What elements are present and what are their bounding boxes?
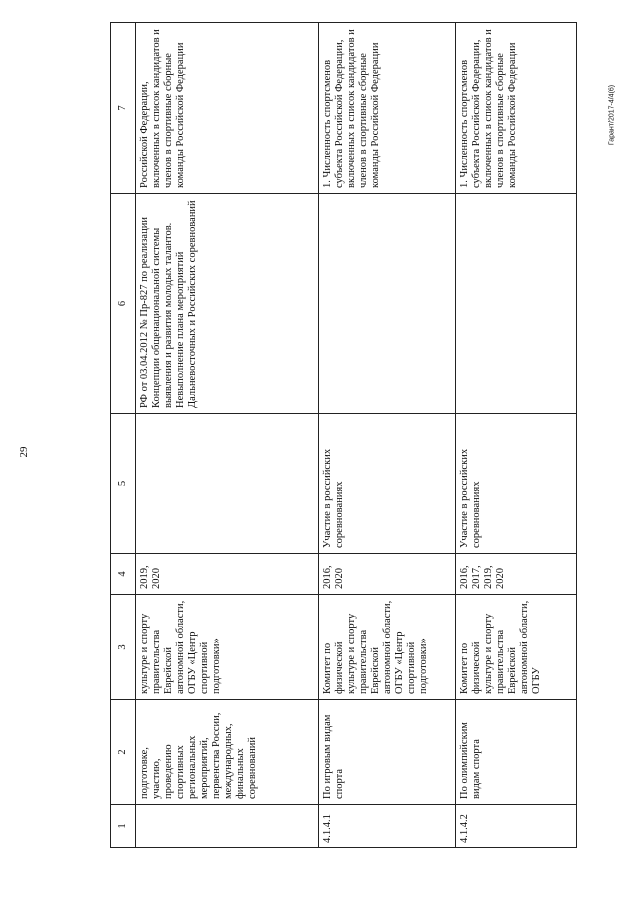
indicator-cell: 1. Численность спортсменов субъекта Российской Федерации, включенных в список кандидатов и членов в спортивные сборные команды Российской Федерации [456,23,577,194]
years-cell: 2016, 2017, 2019, 2020 [456,554,577,595]
column-header-1: 1 [111,805,136,848]
landscape-page [110,29,580,848]
row-number-cell: 4.1.4.2 [456,805,577,848]
consequences-cell [456,194,577,414]
consequences-cell: РФ от 03.04.2012 № Пр-827 по реализации Концепции общенациональной системы выявления и развития молодых талантов. Невыполнение плана мероприятий Дальневосточных и Российских соревнований [136,194,319,414]
column-header-6: 6 [111,194,136,414]
column-header-5: 5 [111,414,136,554]
direction-cell: Участие в российских соревнованиях [456,414,577,554]
table-row [136,23,319,848]
column-header-3: 3 [111,595,136,700]
executor-cell: культуре и спорту правительства Еврейской автономной области, ОГБУ «Центр спортивной подготовки» [136,595,319,700]
table-row [319,23,456,848]
row-number-cell: 4.1.4.1 [319,805,456,848]
activity-cell: подготовке, участию, проведению спортивных региональных мероприятий, первенства России, международных, финальных соревнований [136,700,319,805]
column-header-2: 2 [111,700,136,805]
row-number-cell [136,805,319,848]
program-table [110,22,577,848]
direction-cell: Участие в российских соревнованиях [319,414,456,554]
years-cell: 2019, 2020 [136,554,319,595]
page-number: 29 [18,446,30,458]
indicator-cell: 1. Численность спортсменов субъекта Российской Федерации, включенных в список кандидатов и членов в спортивные сборные команды Российской Федерации [319,23,456,194]
executor-cell: Комитет по физической культуре и спорту правительства Еврейской автономной области, ОГБУ [456,595,577,700]
column-header-4: 4 [111,554,136,595]
consequences-cell [319,194,456,414]
table-row [456,23,577,848]
rotated-table-area [110,29,580,848]
table-header-row [111,23,136,848]
column-header-7: 7 [111,23,136,194]
activity-cell: По олимпийским видам спорта [456,700,577,805]
years-cell: 2016, 2020 [319,554,456,595]
activity-cell: По игровым видам спорта [319,700,456,805]
executor-cell: Комитет по физической культуре и спорту правительства Еврейской автономной области, ОГБУ «Центр спортивной подготовки» [319,595,456,700]
direction-cell [136,414,319,554]
indicator-cell: Российской Федерации, включенных в список кандидатов и членов в спортивные сборные команды Российской Федерации [136,23,319,194]
footer-code: Гарант/2017-4/4(6) [608,84,616,146]
